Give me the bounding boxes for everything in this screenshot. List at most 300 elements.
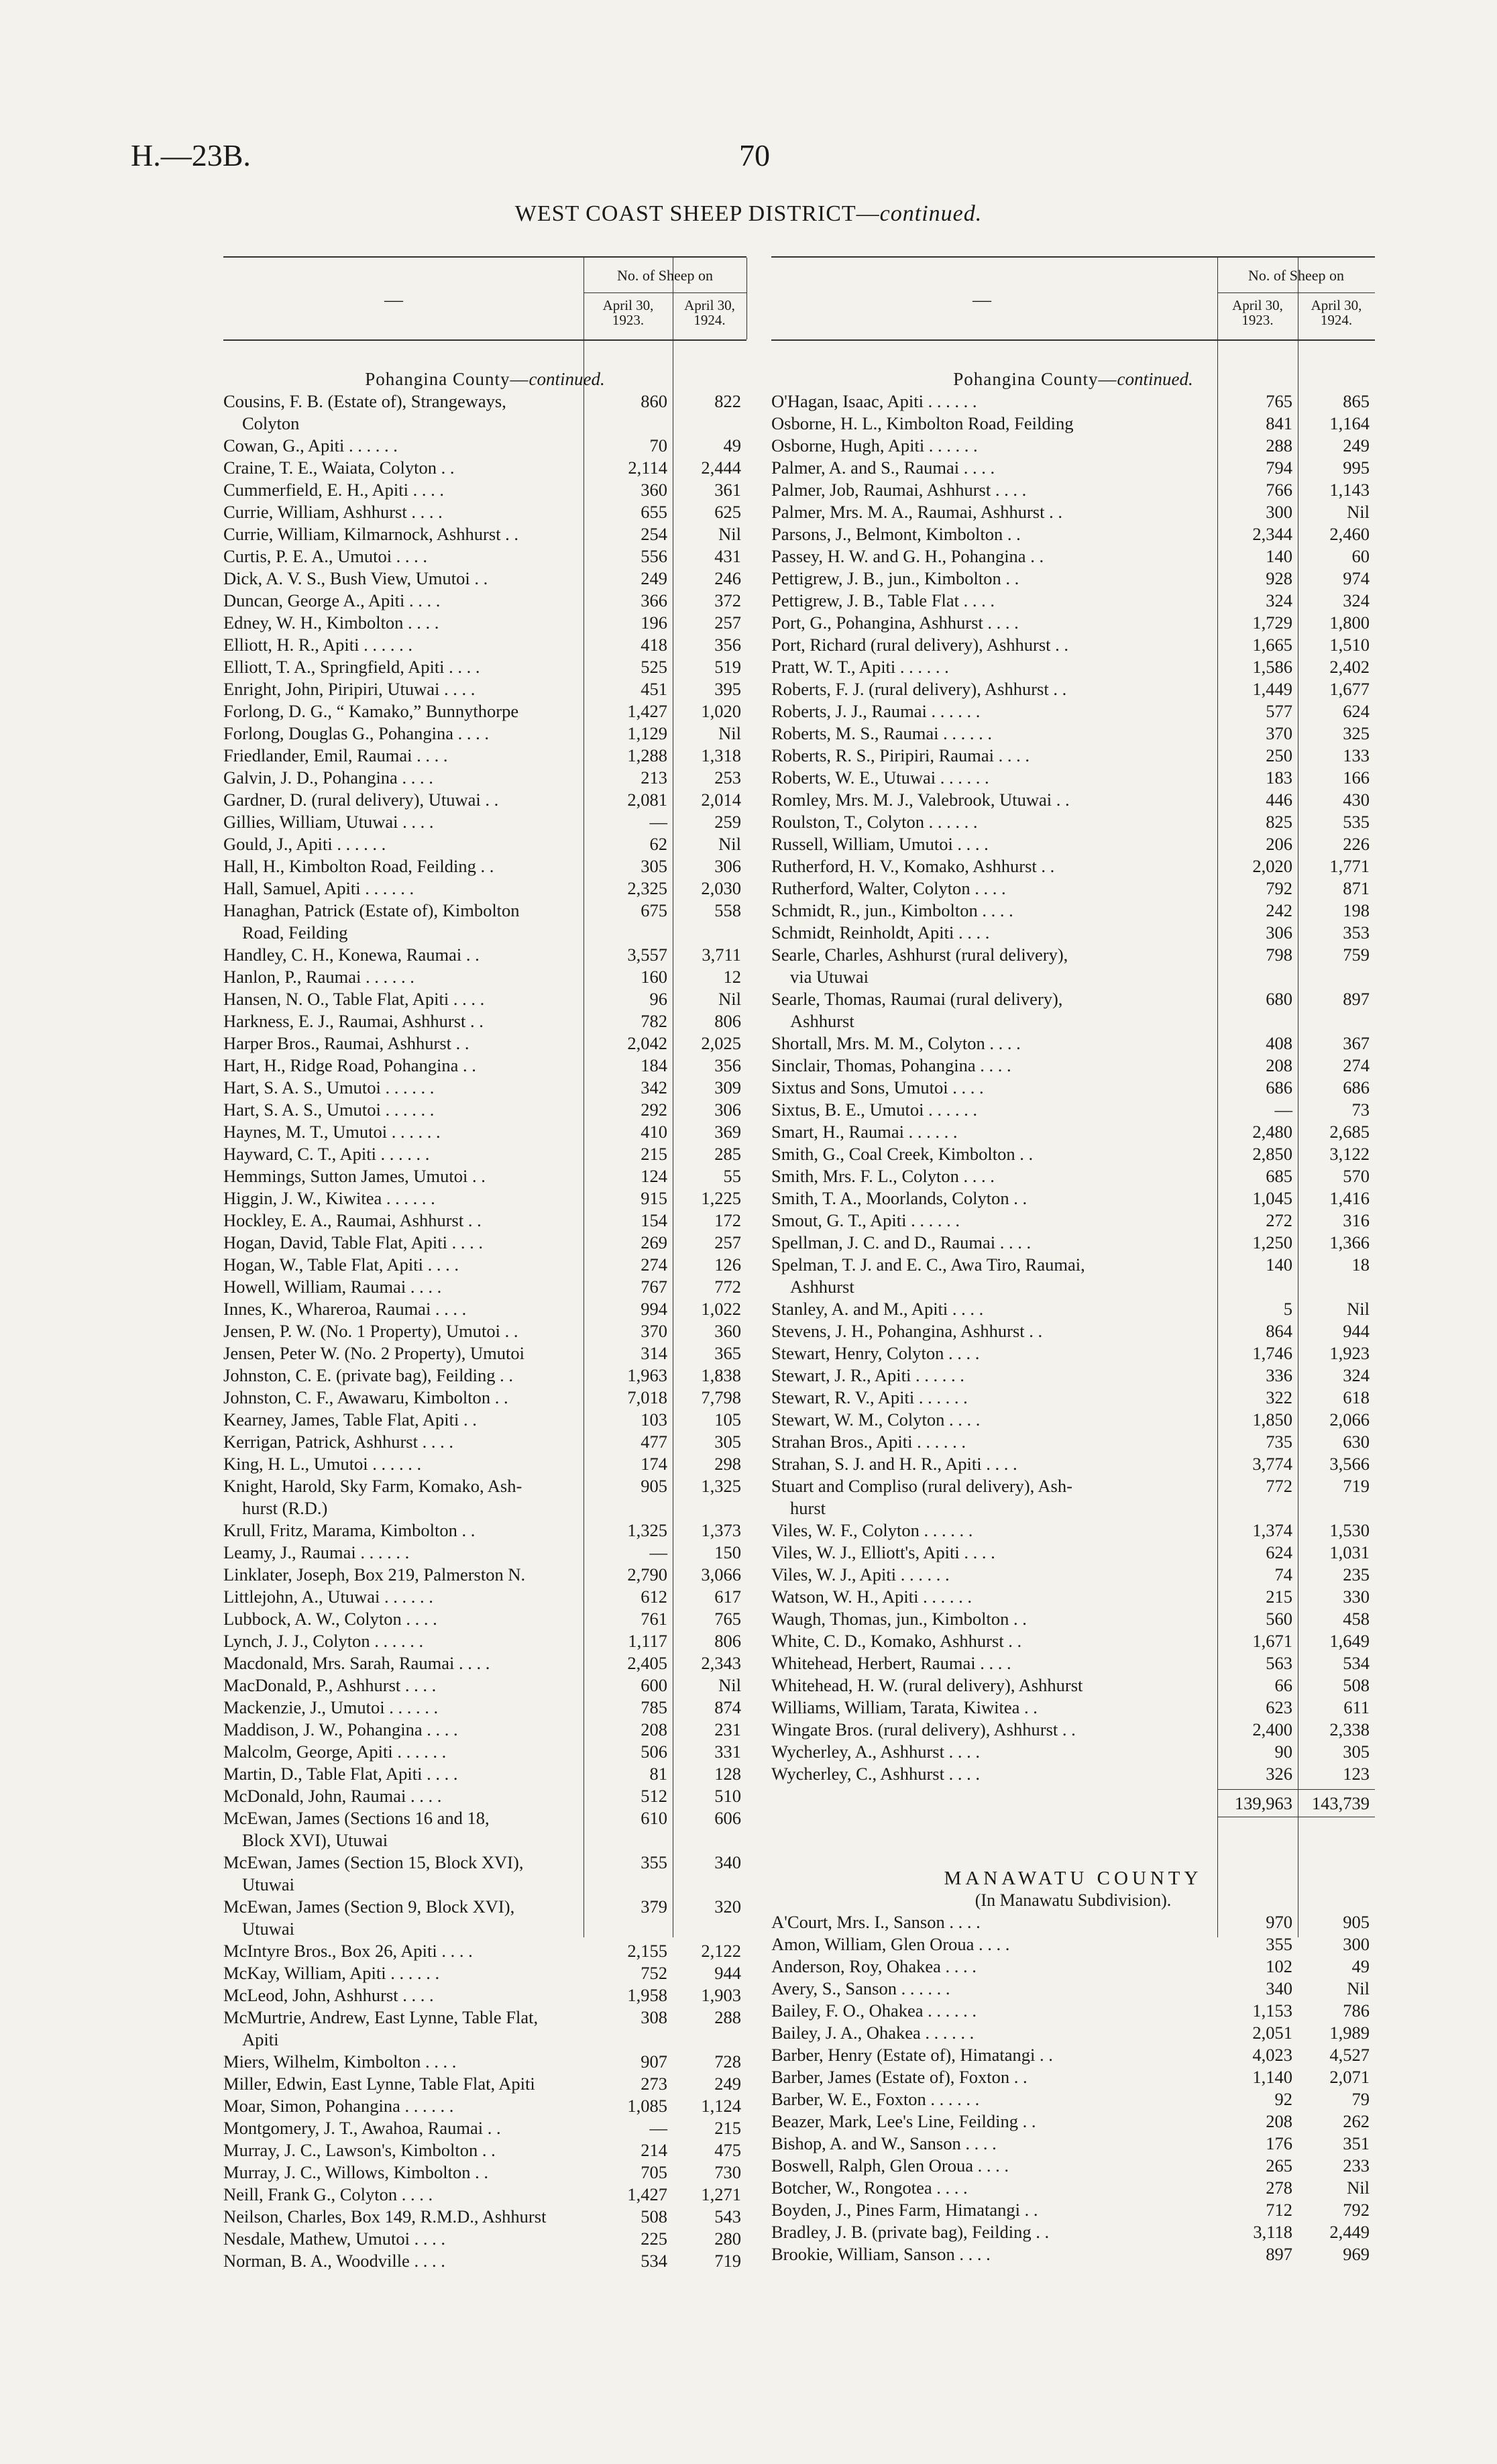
table-row: [223, 2006, 746, 2051]
table-row: [771, 877, 1375, 900]
sheep-1924: 356: [714, 635, 741, 655]
table-row: [223, 877, 746, 900]
table-row: [771, 1519, 1375, 1542]
table-row: [771, 568, 1375, 590]
sheep-1924: 1,225: [701, 1188, 741, 1208]
sheep-1923: 265: [1266, 2155, 1292, 2176]
sheep-1924: 369: [714, 1122, 741, 1142]
owner-name: Roberts, J. J., Raumai . . . . . .: [771, 701, 981, 721]
sheep-1924: 944: [714, 1963, 741, 1983]
table-row: [223, 1674, 746, 1697]
table-row: [771, 1652, 1375, 1674]
sheep-1923: 1,665: [1252, 635, 1292, 655]
sheep-1923: 1,117: [628, 1631, 667, 1651]
sheep-1923: 907: [641, 2051, 667, 2072]
owner-name: Smout, G. T., Apiti . . . . . .: [771, 1210, 960, 1230]
sheep-1923: 305: [641, 856, 667, 876]
sheep-1923: 306: [1266, 922, 1292, 943]
table-row: [771, 2133, 1375, 2155]
table-row: [223, 1254, 746, 1276]
sheep-1924: 974: [1343, 568, 1370, 588]
owner-name: Parsons, J., Belmont, Kimbolton . .: [771, 524, 1021, 544]
sheep-1923: 623: [1266, 1697, 1292, 1717]
report-code: H.—23B.: [131, 138, 251, 172]
owner-name: Haynes, M. T., Umutoi . . . . . .: [223, 1122, 441, 1142]
table-row: [771, 988, 1375, 1032]
sheep-1924: 625: [714, 502, 741, 522]
sheep-1924: 1,164: [1329, 413, 1370, 433]
owner-name: Hart, H., Ridge Road, Pohangina . .: [223, 1055, 476, 1075]
owner-name: Stewart, J. R., Apiti . . . . . .: [771, 1365, 964, 1385]
sheep-1924: 257: [714, 612, 741, 633]
sheep-1924: 624: [1343, 701, 1370, 721]
table-row: [223, 2095, 746, 2117]
table-row: [771, 590, 1375, 612]
sheep-1923: 508: [641, 2206, 667, 2227]
col-1923-header: April 30, 1923.: [1232, 297, 1283, 328]
sheep-1924: 128: [714, 1764, 741, 1784]
sheep-1924: 367: [1343, 1033, 1370, 1053]
table-row: [223, 1453, 746, 1475]
sheep-1924: 365: [714, 1343, 741, 1363]
table-row: [771, 745, 1375, 767]
owner-name: Handley, C. H., Konewa, Raumai . .: [223, 945, 480, 965]
sheep-1924: 257: [714, 1232, 741, 1252]
sheep-1923: 90: [1274, 1742, 1292, 1762]
table-row: [223, 435, 746, 457]
table-row: [223, 1519, 746, 1542]
sheep-1924: 475: [714, 2140, 741, 2160]
sheep-1923: 174: [641, 1454, 667, 1474]
table-row: [771, 1978, 1375, 2000]
sheep-1923: 4,023: [1252, 2045, 1292, 2065]
sheep-1924: 995: [1343, 458, 1370, 478]
owner-name: Smith, G., Coal Creek, Kimbolton . .: [771, 1144, 1034, 1164]
sheep-1924: 49: [1351, 1956, 1370, 1976]
sheep-1924: 331: [714, 1742, 741, 1762]
table-row: [771, 656, 1375, 678]
owner-name: Norman, B. A., Woodville . . . .: [223, 2251, 445, 2271]
owner-name: Innes, K., Whareroa, Raumai . . . .: [223, 1299, 467, 1319]
sheep-1924: 353: [1343, 922, 1370, 943]
owner-name: Romley, Mrs. M. J., Valebrook, Utuwai . .: [771, 790, 1070, 810]
sheep-1923: 66: [1274, 1675, 1292, 1695]
sheep-1924: 1,771: [1329, 856, 1370, 876]
sheep-1924: 233: [1343, 2155, 1370, 2176]
owner-name: Elliott, H. R., Apiti . . . . . .: [223, 635, 412, 655]
sheep-1924: 534: [1343, 1653, 1370, 1673]
owner-name: Spellman, J. C. and D., Raumai . . . .: [771, 1232, 1032, 1252]
table-row: [771, 1055, 1375, 1077]
sheep-1924: 340: [714, 1852, 741, 1872]
sheep-1923: 686: [1266, 1077, 1292, 1097]
sheep-1924: 126: [714, 1254, 741, 1275]
sheep-1924: 73: [1351, 1100, 1370, 1120]
sheep-1924: 288: [714, 2007, 741, 2027]
owner-name: Roberts, F. J. (rural delivery), Ashhurst . .: [771, 679, 1067, 699]
owner-name: Viles, W. F., Colyton . . . . . .: [771, 1520, 973, 1540]
owner-name: Boswell, Ralph, Glen Oroua . . . .: [771, 2155, 1009, 2176]
sheep-1924: 215: [714, 2118, 741, 2138]
sheep-1923: 183: [1266, 767, 1292, 788]
table-row: [223, 1032, 746, 1055]
owner-name: Roberts, M. S., Raumai . . . . . .: [771, 723, 993, 743]
sheep-1923: 712: [1266, 2200, 1292, 2220]
sheep-1924: 792: [1343, 2200, 1370, 2220]
owner-name: Krull, Fritz, Marama, Kimbolton . .: [223, 1520, 476, 1540]
sheep-1923: 1,427: [627, 701, 667, 721]
sheep-1924: 2,444: [701, 458, 741, 478]
sheep-1923: 103: [641, 1409, 667, 1430]
sheep-1923: 208: [1266, 2111, 1292, 2131]
table-row: [223, 568, 746, 590]
sheep-1924: 806: [714, 1631, 741, 1651]
sheep-1924: 1,020: [701, 701, 741, 721]
owner-name: Barber, Henry (Estate of), Himatangi . .: [771, 2045, 1053, 2065]
sheep-1924: 611: [1343, 1697, 1370, 1717]
owner-name: McMurtrie, Andrew, East Lynne, Table Flat, Apiti: [223, 2007, 539, 2049]
table-row: [223, 1187, 746, 1210]
sheep-1924: 1,677: [1329, 679, 1370, 699]
sheep-1923: 2,405: [627, 1653, 667, 1673]
table-row: [223, 2073, 746, 2095]
owner-name: Elliott, T. A., Springfield, Apiti . . . .: [223, 657, 480, 677]
owner-name: Roberts, R. S., Piripiri, Raumai . . . .: [771, 745, 1030, 765]
table-row: [771, 1453, 1375, 1475]
owner-name: Wycherley, A., Ashhurst . . . .: [771, 1742, 980, 1762]
district-title-main: WEST COAST SHEEP DISTRICT—: [514, 201, 880, 226]
table-row: [223, 590, 746, 612]
sheep-1924: Nil: [1347, 2178, 1370, 2198]
sheep-1923: 765: [1266, 391, 1292, 411]
owner-name: Spelman, T. J. and E. C., Awa Tiro, Raumai, Ashhurst: [771, 1254, 1085, 1297]
owner-name: Osborne, Hugh, Apiti . . . . . .: [771, 435, 978, 456]
sheep-1924: 558: [714, 900, 741, 920]
owner-name: Mackenzie, J., Umutoi . . . . . .: [223, 1697, 439, 1717]
owner-name: Bishop, A. and W., Sanson . . . .: [771, 2133, 997, 2153]
sheep-1923: 360: [641, 480, 667, 500]
sheep-1924: 874: [714, 1697, 741, 1717]
sheep-1924: 249: [1343, 435, 1370, 456]
sheep-1923: 477: [641, 1432, 667, 1452]
table-row: [223, 1099, 746, 1121]
sheep-1923: 140: [1266, 546, 1292, 566]
sheep-1924: 2,685: [1329, 1122, 1370, 1142]
owner-name: McDonald, John, Raumai . . . .: [223, 1786, 442, 1806]
sheep-1923: 92: [1274, 2089, 1292, 2109]
table-row: [771, 722, 1375, 745]
sheep-1923: 897: [1266, 2244, 1292, 2264]
owner-name: Anderson, Roy, Ohakea . . . .: [771, 1956, 977, 1976]
sheep-1923: 214: [641, 2140, 667, 2160]
table-row: [771, 855, 1375, 877]
owner-name: Hanaghan, Patrick (Estate of), Kimbolton Road, Feilding: [223, 900, 520, 943]
sheep-1924: 570: [1343, 1166, 1370, 1186]
sheep-1924: 1,903: [701, 1985, 741, 2005]
sheep-1923: 225: [641, 2229, 667, 2249]
sheep-1923: 446: [1266, 790, 1292, 810]
table-row: [223, 789, 746, 811]
owner-name: Harper Bros., Raumai, Ashhurst . .: [223, 1033, 469, 1053]
table-row: [771, 1630, 1375, 1652]
sheep-1923: 610: [641, 1808, 667, 1828]
owner-name: Neilson, Charles, Box 149, R.M.D., Ashhurst: [223, 2206, 547, 2227]
owner-name: Schmidt, R., jun., Kimbolton . . . .: [771, 900, 1013, 920]
sheep-1924: 79: [1351, 2089, 1370, 2109]
owner-name: MacDonald, P., Ashhurst . . . .: [223, 1675, 437, 1695]
table-row: [223, 1896, 746, 1940]
owner-name: Hogan, David, Table Flat, Apiti . . . .: [223, 1232, 484, 1252]
sheep-1923: 140: [1266, 1254, 1292, 1275]
sheep-1924: 231: [714, 1719, 741, 1739]
sheep-1924: 1,031: [1329, 1542, 1370, 1562]
owner-name: Hall, H., Kimbolton Road, Feilding . .: [223, 856, 494, 876]
sheep-1924: 395: [714, 679, 741, 699]
sheep-1923: 772: [1266, 1476, 1292, 1496]
table-row: [771, 634, 1375, 656]
col-1924-header: April 30, 1924.: [1311, 297, 1362, 328]
sheep-1923: 2,155: [627, 1941, 667, 1961]
sheep-1924: 300: [1343, 1934, 1370, 1954]
sheep-1923: 2,042: [627, 1033, 667, 1053]
table-row: [771, 1210, 1375, 1232]
table-row: [771, 523, 1375, 545]
sheep-1924: 12: [723, 967, 741, 987]
owner-name: Smart, H., Raumai . . . . . .: [771, 1122, 958, 1142]
sheep-1924: 249: [714, 2074, 741, 2094]
sheep-1923: 1,729: [1252, 612, 1292, 633]
sheep-1924: 133: [1343, 745, 1370, 765]
sheep-1923: 915: [641, 1188, 667, 1208]
sheep-1923: 7,018: [627, 1387, 667, 1407]
table-row: [771, 789, 1375, 811]
sheep-1924: 2,122: [701, 1941, 741, 1961]
sheep-1923: 1,250: [1252, 1232, 1292, 1252]
table-row: [771, 1933, 1375, 1956]
owner-name: Kearney, James, Table Flat, Apiti . .: [223, 1409, 477, 1430]
owner-name: Knight, Harold, Sky Farm, Komako, Ash- hurst (R.D.): [223, 1476, 522, 1518]
sheep-1924: 356: [714, 1055, 741, 1075]
manawatu-rows: [771, 1911, 1375, 2265]
sheep-1924: 618: [1343, 1387, 1370, 1407]
sheep-1924: 617: [714, 1587, 741, 1607]
sheep-1923: 685: [1266, 1166, 1292, 1186]
total-row: [771, 1789, 1375, 1817]
table-row: [223, 2051, 746, 2073]
page-header: [131, 138, 1378, 184]
table-row: [223, 390, 746, 435]
right-table-body: [771, 341, 1375, 2265]
sheep-1923: 735: [1266, 1432, 1292, 1452]
sheep-1924: 1,143: [1329, 480, 1370, 500]
table-row: [771, 700, 1375, 722]
owner-name: Searle, Thomas, Raumai (rural delivery), Ashhurst: [771, 989, 1063, 1031]
owner-name: Currie, William, Kilmarnock, Ashhurst . .: [223, 524, 519, 544]
owner-name: McLeod, John, Ashhurst . . . .: [223, 1985, 434, 2005]
sheep-1924: 2,030: [701, 878, 741, 898]
sheep-1924: 2,338: [1329, 1719, 1370, 1739]
table-row: [223, 1763, 746, 1785]
table-row: [771, 545, 1375, 568]
table-row: [771, 1674, 1375, 1697]
manawatu-county-title: MANAWATU COUNTY: [944, 1868, 1203, 1889]
table-row: [223, 545, 746, 568]
section-title-pohangina: Pohangina County—continued.: [953, 369, 1193, 389]
sheep-1924: 316: [1343, 1210, 1370, 1230]
sheep-1923: 70: [649, 435, 667, 456]
sheep-1924: 325: [1343, 723, 1370, 743]
table-row: [771, 1431, 1375, 1453]
table-row: [771, 1165, 1375, 1187]
sheep-1923: 792: [1266, 878, 1292, 898]
sheep-1924: 730: [714, 2162, 741, 2182]
table-row: [223, 1232, 746, 1254]
sheep-1923: 418: [641, 635, 667, 655]
owner-name: Stevens, J. H., Pohangina, Ashhurst . .: [771, 1321, 1043, 1341]
table-row: [771, 944, 1375, 988]
sheep-1924: 772: [714, 1277, 741, 1297]
sheep-1923: 2,400: [1252, 1719, 1292, 1739]
table-row: [223, 1342, 746, 1364]
sheep-1923: 864: [1266, 1321, 1292, 1341]
sheep-1923: 1,586: [1252, 657, 1292, 677]
sheep-1924: 324: [1343, 590, 1370, 610]
sheep-1924: 1,923: [1329, 1343, 1370, 1363]
sheep-1924: 431: [714, 546, 741, 566]
table-row: [223, 678, 746, 700]
sheep-1924: 535: [1343, 812, 1370, 832]
sheep-1923: 324: [1266, 590, 1292, 610]
sheep-1924: 519: [714, 657, 741, 677]
sheep-1923: 160: [641, 967, 667, 987]
owner-name: Searle, Charles, Ashhurst (rural delivery), via Utuwai: [771, 945, 1068, 987]
table-row: [223, 1276, 746, 1298]
owner-name: Hansen, N. O., Table Flat, Apiti . . . .: [223, 989, 485, 1009]
sheep-1923: 766: [1266, 480, 1292, 500]
table-row: [771, 1187, 1375, 1210]
table-row: [771, 1542, 1375, 1564]
sheep-1924: 18: [1351, 1254, 1370, 1275]
sheep-1924: 306: [714, 856, 741, 876]
sheep-1924: 285: [714, 1144, 741, 1164]
sheep-1923: 556: [641, 546, 667, 566]
sheep-1923: 355: [1266, 1934, 1292, 1954]
owner-name: Littlejohn, A., Utuwai . . . . . .: [223, 1587, 433, 1607]
sheep-1923: 342: [641, 1077, 667, 1097]
owner-name: Port, Richard (rural delivery), Ashhurst . .: [771, 635, 1069, 655]
sheep-1923: 336: [1266, 1365, 1292, 1385]
owner-name: Bailey, F. O., Ohakea . . . . . .: [771, 2000, 977, 2021]
sheep-1924: 543: [714, 2206, 741, 2227]
table-row: [223, 1940, 746, 1962]
sheep-1924: 2,460: [1329, 524, 1370, 544]
table-row: [223, 833, 746, 855]
sheep-1924: 1,271: [701, 2184, 741, 2204]
table-row: [223, 1608, 746, 1630]
table-row: [771, 1099, 1375, 1121]
sheep-1924: 105: [714, 1409, 741, 1430]
table-row: [223, 1807, 746, 1852]
owner-name: Hall, Samuel, Apiti . . . . . .: [223, 878, 414, 898]
sheep-1924: 905: [1343, 1912, 1370, 1932]
sheep-1924: 3,711: [702, 945, 741, 965]
table-row: [223, 1431, 746, 1453]
name-column-header: —: [973, 290, 991, 311]
table-row: [771, 1911, 1375, 1933]
sheep-1924: 765: [714, 1609, 741, 1629]
table-row: [771, 1719, 1375, 1741]
sheep-1923: 278: [1266, 2178, 1292, 2198]
sheep-1923: —: [649, 2118, 667, 2138]
table-row: [771, 2177, 1375, 2199]
table-row: [223, 2250, 746, 2272]
sheep-1923: 273: [641, 2074, 667, 2094]
owner-name: Botcher, W., Rongotea . . . .: [771, 2178, 968, 2198]
left-rows: [223, 390, 746, 2272]
owner-name: Galvin, J. D., Pohangina . . . .: [223, 767, 433, 788]
table-row: [771, 1254, 1375, 1298]
sheep-1924: 3,566: [1329, 1454, 1370, 1474]
sheep-1924: 1,366: [1329, 1232, 1370, 1252]
table-row: [223, 1652, 746, 1674]
sheep-1924: 897: [1343, 989, 1370, 1009]
owner-name: Watson, W. H., Apiti . . . . . .: [771, 1587, 972, 1607]
sheep-1923: 2,114: [628, 458, 667, 478]
sheep-1924: 360: [714, 1321, 741, 1341]
owner-name: Jensen, P. W. (No. 1 Property), Umutoi . .: [223, 1321, 518, 1341]
sheep-1923: 272: [1266, 1210, 1292, 1230]
sheep-1924: Nil: [1347, 1978, 1370, 1998]
sheep-1923: 184: [641, 1055, 667, 1075]
sheep-1924: 274: [1343, 1055, 1370, 1075]
owner-name: Enright, John, Piripiri, Utuwai . . . .: [223, 679, 476, 699]
sheep-1923: 1,153: [1252, 2000, 1292, 2021]
owner-name: Strahan Bros., Apiti . . . . . .: [771, 1432, 966, 1452]
sheep-1923: 994: [641, 1299, 667, 1319]
sheep-1923: 250: [1266, 745, 1292, 765]
table-row: [223, 2139, 746, 2161]
sheep-1924: Nil: [718, 524, 741, 544]
sheep-1924: 871: [1343, 878, 1370, 898]
table-row: [771, 1342, 1375, 1364]
owner-name: Murray, J. C., Willows, Kimbolton . .: [223, 2162, 488, 2182]
owner-name: Harkness, E. J., Raumai, Ashhurst . .: [223, 1011, 484, 1031]
table-row: [223, 1542, 746, 1564]
table-row: [771, 1143, 1375, 1165]
table-row: [223, 1055, 746, 1077]
sheep-1924: 361: [714, 480, 741, 500]
sheep-1923: 2,051: [1252, 2023, 1292, 2043]
table-row: [223, 1010, 746, 1032]
table-row: [223, 745, 746, 767]
owner-name: Stuart and Compliso (rural delivery), Ash- hurst: [771, 1476, 1072, 1518]
table-row: [223, 2117, 746, 2139]
sheep-1923: 798: [1266, 945, 1292, 965]
sheep-1923: 124: [641, 1166, 667, 1186]
sheep-1924: 166: [1343, 767, 1370, 788]
sheep-1923: 1,374: [1252, 1520, 1292, 1540]
table-row: [771, 811, 1375, 833]
table-row: [771, 2044, 1375, 2066]
table-row: [223, 1409, 746, 1431]
sheep-1923: 326: [1266, 1764, 1292, 1784]
sheep-1924: Nil: [1347, 502, 1370, 522]
owner-name: White, C. D., Komako, Ashhurst . .: [771, 1631, 1022, 1651]
sheep-1923: 370: [641, 1321, 667, 1341]
sheep-1923: 322: [1266, 1387, 1292, 1407]
sheep-1924: 1,800: [1329, 612, 1370, 633]
owner-name: Smith, T. A., Moorlands, Colyton . .: [771, 1188, 1028, 1208]
